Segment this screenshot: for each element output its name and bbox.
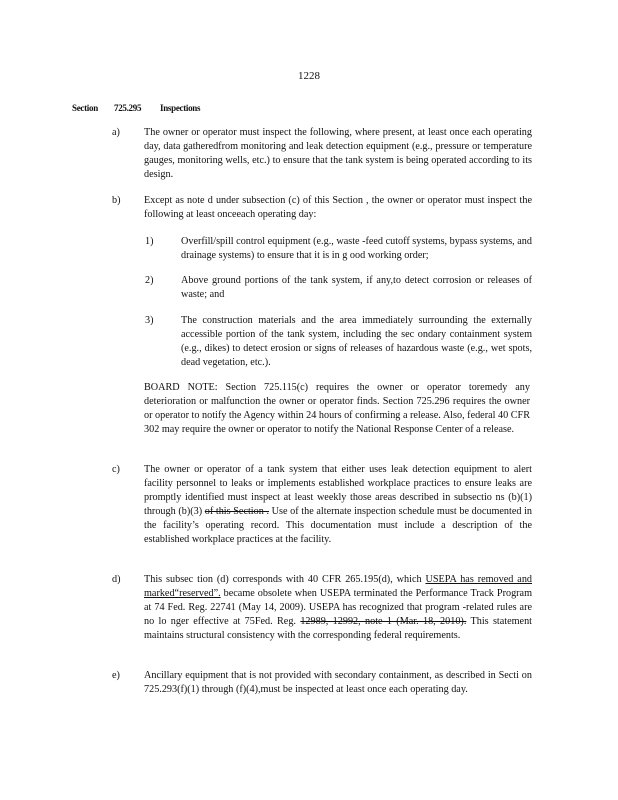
subsection-b-2-text: Above ground portions of the tank system, if any,to detect corrosion or releases of waste; and [181,275,532,300]
subsection-c-deleted-text: of this Section . [204,506,270,517]
subsection-b-3-label: 3) [145,315,154,326]
subsection-b-label: b) [112,195,121,206]
subsection-d-text-2: became obsolete when USEPA terminated the Performance Track Program at 74 Fed. Reg. 22741 (May 14, 2009). USEPA has recognized that program -related rules are no lo nger effective at 75Fed. Reg. [144,588,532,627]
section-label: Section [72,103,98,113]
section-number: 725.295 [114,103,142,113]
subsection-d-label: d) [112,574,121,585]
section-title: Inspections [160,103,201,113]
subsection-d [112,573,532,643]
subsection-e [112,669,532,697]
subsection-a-label: a) [112,127,120,138]
subsection-d-inserted-text: USEPA has removed and marked“reserved”. [144,574,533,599]
subsection-b-2-label: 2) [145,275,154,286]
subsection-d-text-3: This statement maintains structural consistency with the corresponding federal requirements. [144,616,533,641]
subsection-a-text: The owner or operator must inspect the following, where present, at least once each operating day, data gatheredfrom monitoring and leak detection equipment (e.g., pressure or temperature gauges, monitoring wells, etc.) to ensure that the tank system is being operated according to its design. [144,127,532,180]
subsection-c [112,463,532,547]
subsection-b-1-text: Overfill/spill control equipment (e.g., waste -feed cutoff systems, bypass systems, and drainage systems) to ensure that it is in g ood working order; [181,236,532,261]
subsection-b [112,194,532,222]
subsection-c-text-1: The owner or operator of a tank system that either uses leak detection equipment to alert facility personnel to leaks or implements established workplace practices to ensure leaks are promptly identified must inspect at least weekly those areas described in subsectio ns (b)(1) through (b)(3) [144,464,532,517]
section-heading [72,101,200,115]
subsection-c-text-2: Use of the alternate inspection schedule must be documented in the facility’s operating record. This documentation must include a description of the established workplace practices at the facility. [144,506,533,545]
subsection-e-label: e) [112,670,120,681]
subsection-a [112,126,532,182]
subsection-b-1-label: 1) [145,236,154,247]
page-number: 1228 [298,70,320,82]
subsection-d-text-1: This subsec tion (d) corresponds with 40 CFR 265.195(d), which [144,574,426,585]
subsection-d-text [144,573,532,643]
subsection-b-text: Except as note d under subsection (c) of this Section , the owner or operator must inspect the following at least onceeach operating day: [144,195,532,220]
subsection-d-deleted-text: 12989, 12992, note 1 (Mar. 18, 2010). [300,616,467,627]
subsection-b-3 [145,314,532,370]
subsection-c-text [144,463,532,547]
subsection-b-3-text: The construction materials and the area immediately surrounding the externally accessible portion of the tank system, including the sec ondary containment system (e.g., dikes) to detect erosion or signs of releases of hazardous waste (e.g., wet spots, dead vegetation, etc.). [181,315,532,368]
board-note: BOARD NOTE: Section 725.115(c) requires the owner or operator toremedy any deterioration or malfunction the owner or operator finds. Section 725.296 requires the owner or operator to notify the Agency within 24 hours of confirming a release. Also, federal 40 CFR 302 may require the owner or operator to notify the National Response Center of a release. [144,382,530,435]
subsection-e-text: Ancillary equipment that is not provided with secondary containment, as described in Secti on 725.293(f)(1) through (f)(4),must be inspected at least once each operating day. [144,670,532,695]
subsection-b-1 [145,235,532,263]
subsection-c-label: c) [112,464,120,475]
subsection-b-2 [145,274,532,302]
